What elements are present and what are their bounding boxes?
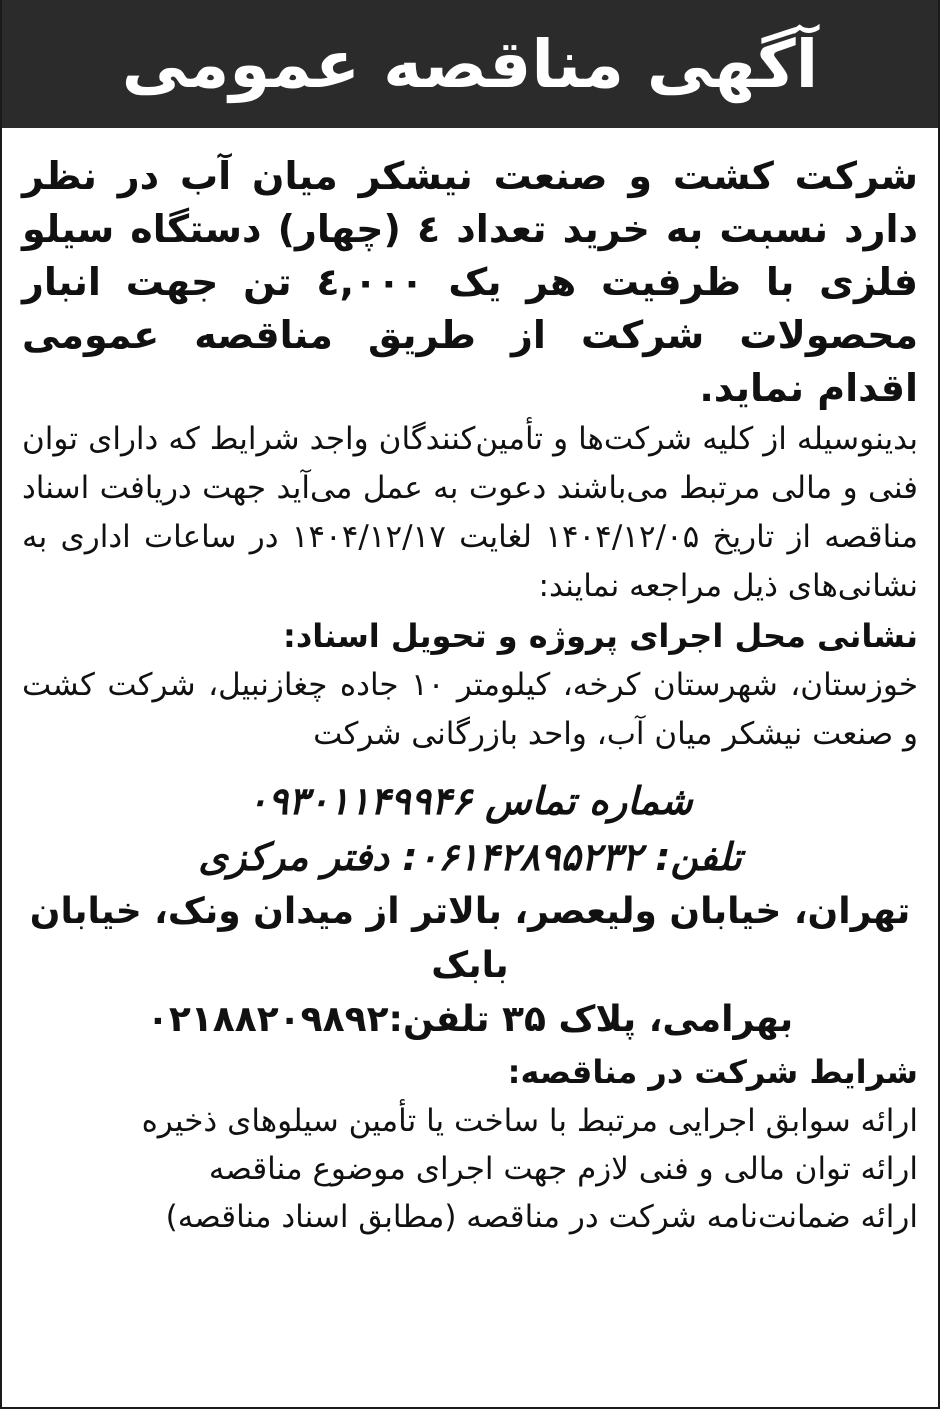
tehran-address-line2: بهرامی، پلاک ۳۵ تلفن:۰۲۱۸۸۲۰۹۸۹۲ bbox=[146, 999, 794, 1040]
contact-number: شماره تماس ۰۹۳۰۱۱۴۹۹۴۶ bbox=[247, 779, 693, 823]
condition-item: ارائه توان مالی و فنی لازم جهت اجرای موضوع مناقصه bbox=[208, 1151, 918, 1187]
conditions-heading: شرایط شرکت در مناقصه: bbox=[507, 1053, 918, 1091]
condition-item: ارائه سوابق اجرایی مرتبط با ساخت یا تأمین سیلوهای ذخیره bbox=[141, 1103, 918, 1139]
condition-item: ارائه ضمانت‌نامه شرکت در مناقصه (مطابق اسناد مناقصه) bbox=[165, 1199, 918, 1235]
central-office-phone: تلفن: ۰۶۱۴۲۸۹۵۲۳۲: دفتر مرکزی bbox=[198, 835, 742, 879]
notice-title: آگهی مناقصه عمومی bbox=[2, 0, 938, 128]
notice-body bbox=[2, 128, 938, 1241]
address-text: خوزستان، شهرستان کرخه، کیلومتر ۱۰ جاده چغازنبیل، شرکت کشت و صنعت نیشکر میان آب، واحد بازرگانی شرکت bbox=[22, 667, 918, 752]
tehran-address-line1: تهران، خیابان ولیعصر، بالاتر از میدان ونک، خیابان بابک bbox=[29, 891, 911, 986]
invitation-paragraph: بدینوسیله از کلیه شرکت‌ها و تأمین‌کنندگان واجد شرایط که دارای توان فنی و مالی مرتبط می‌باشند دعوت به عمل می‌آید جهت دریافت اسناد مناقصه از تاریخ ۱۴۰۴/۱۲/۰۵ لغایت ۱۴۰۴/۱۲/۱۷ در ساعات اداری به نشانی‌های ذیل مراجعه نمایند: bbox=[22, 421, 918, 604]
intro-paragraph: شرکت کشت و صنعت نیشکر میان آب در نظر دارد نسبت به خرید تعداد ٤ (چهار) دستگاه سیلو فلزی با ظرفیت هر یک ٤,٠٠٠ تن جهت انبار محصولات شرکت از طریق مناقصه عمومی اقدام نماید. bbox=[22, 154, 918, 410]
address-heading: نشانی محل اجرای پروژه و تحویل اسناد: bbox=[283, 617, 918, 655]
